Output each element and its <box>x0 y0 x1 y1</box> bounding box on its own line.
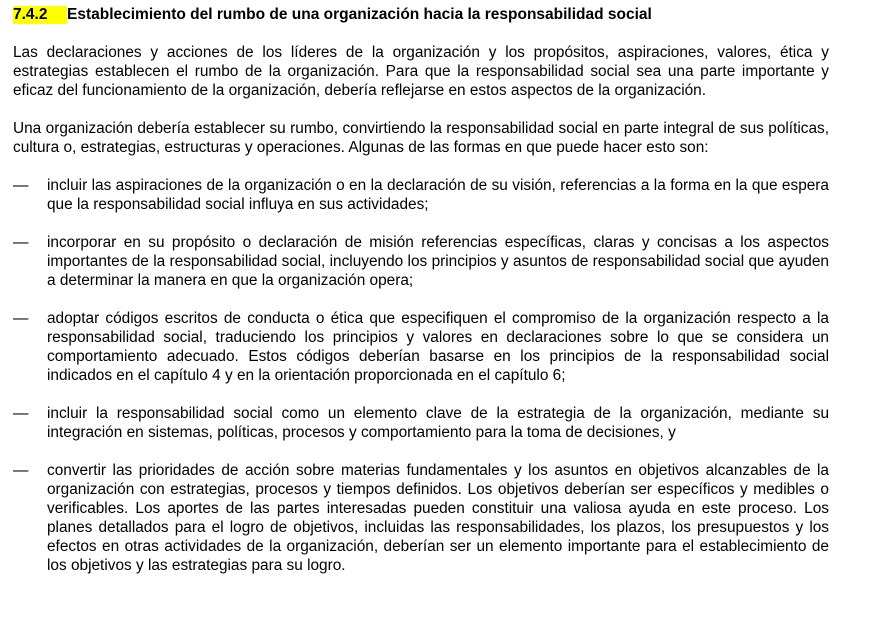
paragraph-intro: Las declaraciones y acciones de los líderes de la organización y los propósitos, aspiraciones, valores, ética y estrategias establecen el rumbo de la organización. Para que la responsabilidad social sea una parte importante y eficaz del funcionamiento de la organización, debería reflejarse en estos aspectos de la organización. <box>13 44 829 99</box>
list-item-text: incorporar en su propósito o declaración de misión referencias específicas, claras y concisas a los aspectos importantes de la responsabilidad social, incluyendo los principios y asuntos de responsabilidad social que ayuden a determinar la manera en que la organización opera; <box>47 234 829 289</box>
actions-list <box>13 176 829 575</box>
dash-bullet: — <box>13 177 29 194</box>
list-item-text: incluir la responsabilidad social como un elemento clave de la estrategia de la organización, mediante su integración en sistemas, políticas, procesos y comportamiento para la toma de decisiones, y <box>47 405 829 441</box>
list-item-text: incluir las aspiraciones de la organización o en la declaración de su visión, referencias a la forma en la que espera que la responsabilidad social influya en sus actividades; <box>47 177 829 213</box>
dash-bullet: — <box>13 462 29 479</box>
document-page <box>13 6 829 594</box>
list-item-text: adoptar códigos escritos de conducta o ética que especifiquen el compromiso de la organización respecto a la responsabilidad social, traduciendo los principios y valores en declaraciones sobre lo que se considera un comportamiento adecuado. Estos códigos deberían basarse en los principios de la responsabilidad social indicados en el capítulo 4 y en la orientación proporcionada en el capítulo 6; <box>47 310 829 384</box>
list-item-text: convertir las prioridades de acción sobre materias fundamentales y los asuntos en objetivos alcanzables de la organización con estrategias, procesos y tiempos definidos. Los objetivos deberían ser específicos y medibles o verificables. Los aportes de las partes interesadas pueden constituir una valiosa ayuda en este proceso. Los planes detallados para el logro de objetivos, incluidas las responsabilidades, los plazos, los presupuestos y los efectos en otras actividades de la organización, deberían ser un elemento importante para el establecimiento de los objetivos y las estrategias para su logro. <box>47 462 829 574</box>
list-item <box>13 309 829 385</box>
section-number: 7.4.2 <box>13 6 67 24</box>
list-item <box>13 233 829 290</box>
dash-bullet: — <box>13 234 29 251</box>
dash-bullet: — <box>13 405 29 422</box>
list-item <box>13 404 829 442</box>
list-item <box>13 176 829 214</box>
section-heading <box>13 6 829 24</box>
section-title: Establecimiento del rumbo de una organización hacia la responsabilidad social <box>67 6 652 23</box>
paragraph-direction: Una organización debería establecer su rumbo, convirtiendo la responsabilidad social en parte integral de sus políticas, cultura o, estrategias, estructuras y operaciones. Algunas de las formas en que puede hacer esto son: <box>13 120 829 156</box>
list-item <box>13 461 829 575</box>
dash-bullet: — <box>13 310 29 327</box>
